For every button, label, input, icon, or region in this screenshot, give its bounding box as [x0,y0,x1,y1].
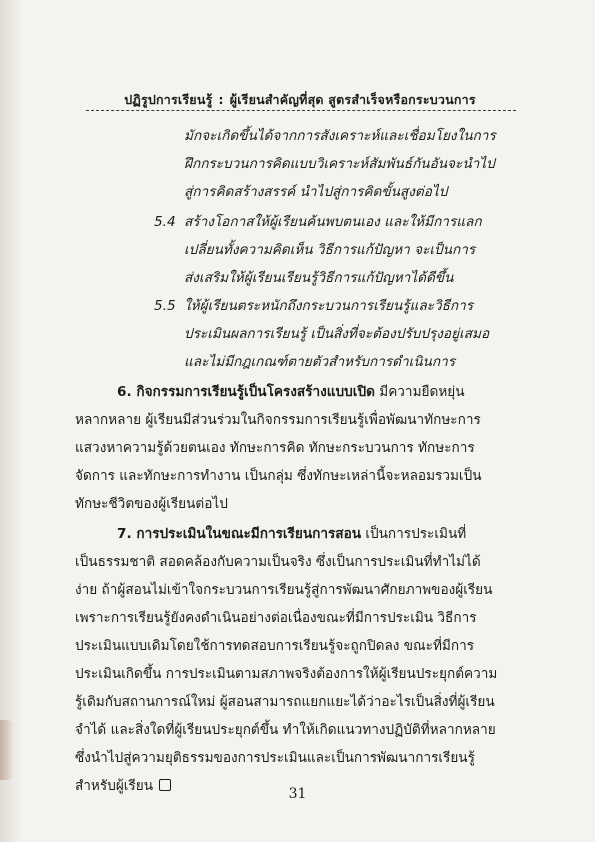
running-header [60,90,540,110]
section-7-line: รู้เดิมกับสถานการณ์ใหม่ ผู้สอนสามารถแยกแยะได้ว่าอะไรเป็นสิ่งที่ผู้เรียน [75,694,495,710]
section-6-line: หลากหลาย ผู้เรียนมีส่วนร่วมในกิจกรรมการเรียนรู้เพื่อพัฒนาทักษะการ [75,412,481,428]
item-number: 5.4 [154,214,176,230]
page-number: 31 [288,786,307,802]
header-left: ปฏิรูปการเรียนรู้ [124,92,213,107]
section-7-line: ประเมินแบบเดิมโดยใช้การทดสอบการเรียนรู้จะถูกปิดลง ขณะที่มีการ [75,638,475,654]
header-separator: : [218,92,224,107]
continued-line: ฝึกกระบวนการคิดแบบวิเคราะห์สัมพันธ์กันอันจะนำไป [184,156,495,172]
item-number: 5.5 [154,298,176,314]
section-7-first-rest: เป็นการประเมินที่ [361,526,467,542]
section-7-line: เพราะการเรียนรู้ยังคงดำเนินอย่างต่อเนื่องขณะที่มีการประเมิน วิธีการ [75,610,477,626]
section-6-first-line [117,382,465,402]
section-7-line: สำหรับผู้เรียน [75,778,153,794]
item-5-5-line: ประเมินผลการเรียนรู้ เป็นสิ่งที่จะต้องปรับปรุงอยู่เสมอ [184,326,490,342]
section-7-line: ซึ่งนำไปสู่ความยุติธรรมของการประเมินและเป็นการพัฒนาการเรียนรู้ [75,750,475,766]
edge-stain [0,720,14,780]
header-right: ผู้เรียนสำคัญที่สุด สูตรสำเร็จหรือกระบวนการ [229,92,476,107]
section-6-line: ทักษะชีวิตของผู้เรียนต่อไป [75,496,228,512]
section-6-line: จัดการ และทักษะการทำงาน เป็นกลุ่ม ซึ่งทักษะเหล่านี้จะหลอมรวมเป็น [75,468,482,484]
section-7-line: จำได้ และสิ่งใดที่ผู้เรียนประยุกต์ขึ้น ทำให้เกิดแนวทางปฏิบัติที่หลากหลาย [75,722,496,738]
section-6-heading: 6. กิจกรรมการเรียนรู้เป็นโครงสร้างแบบเปิด [117,384,375,400]
item-5-4-line: เปลี่ยนทั้งความคิดเห็น วิธีการแก้ปัญหา จะเป็นการ [184,242,476,258]
item-5-4-line: สร้างโอกาสให้ผู้เรียนค้นพบตนเอง และให้มีการแลก [184,214,482,230]
section-6-first-rest: มีความยืดหยุ่น [374,384,465,400]
continued-line: มักจะเกิดขึ้นได้จากการสังเคราะห์และเชื่อมโยงในการ [184,128,496,144]
item-5-5-line: และไม่มีกฎเกณฑ์ตายตัวสำหรับการดำเนินการ [184,354,456,370]
binding-shadow [0,0,22,842]
section-6-line: แสวงหาความรู้ด้วยตนเอง ทักษะการคิด ทักษะกระบวนการ ทักษะการ [75,440,475,456]
section-7-line: เป็นธรรมชาติ สอดคล้องกับความเป็นจริง ซึ่งเป็นการประเมินที่ทำไม่ได้ [75,554,481,570]
section-7-heading: 7. การประเมินในขณะมีการเรียนการสอน [117,526,362,542]
section-7-line: ง่าย ถ้าผู้สอนไม่เข้าใจกระบวนการเรียนรู้สู่การพัฒนาศักยภาพของผู้เรียน [75,582,493,598]
section-7-line: ประเมินเกิดขึ้น การประเมินตามสภาพจริงต้องการให้ผู้เรียนประยุกต์ความ [75,666,498,682]
header-rule [86,110,516,111]
section-7-first-line [117,524,466,544]
continued-line: สู่การคิดสร้างสรรค์ นำไปสู่การคิดขั้นสูงต่อไป [184,184,448,200]
item-5-4-line: ส่งเสริมให้ผู้เรียนเรียนรู้วิธีการแก้ปัญหาได้ดีขึ้น [184,270,454,286]
item-5-5-line: ให้ผู้เรียนตระหนักถึงกระบวนการเรียนรู้และวิธีการ [184,298,474,314]
